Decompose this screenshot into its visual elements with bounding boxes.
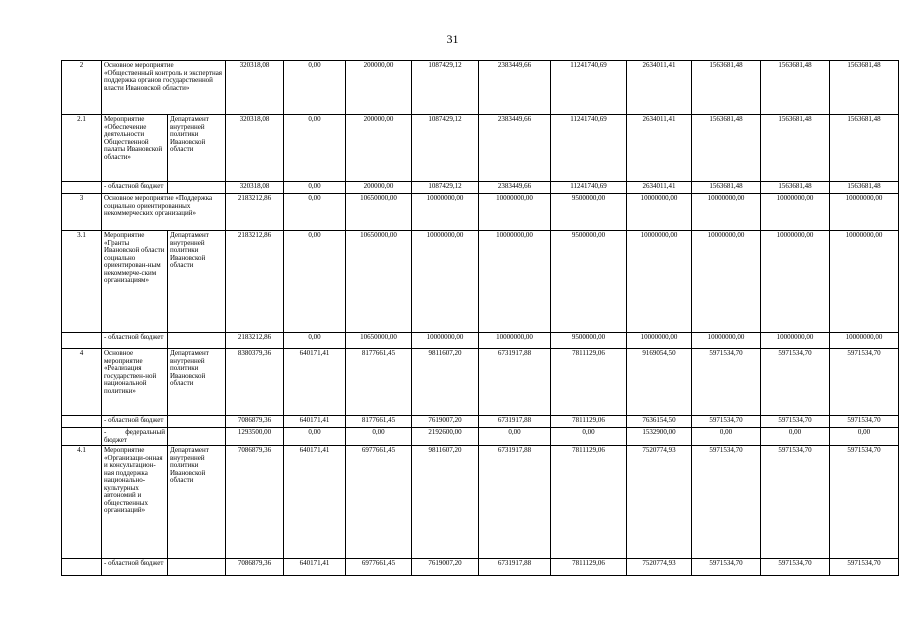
amount-cell: 1563681,48 <box>692 115 761 182</box>
table-row <box>62 61 899 115</box>
amount-cell: 0,00 <box>830 428 899 446</box>
amount-cell: 5971534,70 <box>692 559 761 576</box>
amount-cell: 2383449,66 <box>479 61 551 115</box>
activity-name-cell: Основное мероприятие «Общественный контроль и экспертная поддержка органов государственной власти Ивановской области» <box>102 61 226 115</box>
amount-cell: 10000000,00 <box>830 231 899 333</box>
amount-cell: 0,00 <box>479 428 551 446</box>
amount-cell: 2183212,86 <box>226 333 284 349</box>
amount-cell: 11241740,69 <box>551 61 627 115</box>
amount-cell: 0,00 <box>284 428 346 446</box>
amount-cell: 10000000,00 <box>761 333 830 349</box>
amount-cell: 6977661,45 <box>346 559 412 576</box>
amount-cell: 200000,00 <box>346 115 412 182</box>
amount-cell: 2634011,41 <box>627 61 692 115</box>
executor-cell: Департамент внутренней политики Ивановской области <box>168 231 226 333</box>
amount-cell: 0,00 <box>284 194 346 231</box>
amount-cell: 5971534,70 <box>761 349 830 416</box>
executor-cell <box>168 428 226 446</box>
amount-cell: 8380379,36 <box>226 349 284 416</box>
amount-cell: 7811129,06 <box>551 559 627 576</box>
amount-cell: 1563681,48 <box>761 115 830 182</box>
amount-cell: 5971534,70 <box>830 559 899 576</box>
amount-cell: 6731917,88 <box>479 349 551 416</box>
amount-cell: 7520774,93 <box>627 446 692 559</box>
table-row <box>62 333 899 349</box>
amount-cell: 7811129,06 <box>551 416 627 428</box>
funding-source-cell: - областной бюджет <box>102 182 168 194</box>
amount-cell: 5971534,70 <box>830 446 899 559</box>
amount-cell: 10650000,00 <box>346 194 412 231</box>
table-row <box>62 416 899 428</box>
funding-source-cell: - областной бюджет <box>102 333 168 349</box>
executor-cell: Департамент внутренней политики Ивановской области <box>168 115 226 182</box>
amount-cell: 8177661,45 <box>346 349 412 416</box>
amount-cell: 7086879,36 <box>226 559 284 576</box>
table-row <box>62 115 899 182</box>
amount-cell: 320318,08 <box>226 61 284 115</box>
amount-cell: 7520774,93 <box>627 559 692 576</box>
amount-cell: 2383449,66 <box>479 182 551 194</box>
amount-cell: 6731917,88 <box>479 559 551 576</box>
amount-cell: 7811129,06 <box>551 446 627 559</box>
amount-cell: 320318,08 <box>226 115 284 182</box>
amount-cell: 2383449,66 <box>479 115 551 182</box>
table-row <box>62 231 899 333</box>
amount-cell: 1563681,48 <box>830 61 899 115</box>
table-row <box>62 559 899 576</box>
row-number-cell <box>62 428 102 446</box>
amount-cell: 1532900,00 <box>627 428 692 446</box>
row-number-cell <box>62 182 102 194</box>
amount-cell: 10000000,00 <box>412 333 479 349</box>
activity-name-cell: Основное мероприятие «Поддержка социально ориентированных некоммерческих организаций» <box>102 194 226 231</box>
amount-cell: 0,00 <box>284 333 346 349</box>
amount-cell: 1563681,48 <box>761 61 830 115</box>
activity-name-cell: Основное мероприятие «Реализация государствен-ной национальной политики» <box>102 349 168 416</box>
activity-name-cell: Мероприятие «Гранты Ивановской области социально ориентирован-ным некоммерче-ским организациям» <box>102 231 168 333</box>
row-number-cell <box>62 416 102 428</box>
amount-cell: 9500000,00 <box>551 333 627 349</box>
amount-cell: 10000000,00 <box>761 231 830 333</box>
amount-cell: 5971534,70 <box>830 416 899 428</box>
row-number-cell <box>62 333 102 349</box>
amount-cell: 320318,08 <box>226 182 284 194</box>
amount-cell: 9500000,00 <box>551 194 627 231</box>
amount-cell: 9500000,00 <box>551 231 627 333</box>
amount-cell: 10000000,00 <box>412 194 479 231</box>
amount-cell: 7636154,50 <box>627 416 692 428</box>
amount-cell: 200000,00 <box>346 61 412 115</box>
amount-cell: 2183212,86 <box>226 194 284 231</box>
amount-cell: 1563681,48 <box>830 182 899 194</box>
amount-cell: 1563681,48 <box>830 115 899 182</box>
activity-name-cell: Мероприятие «Организаци-онная и консультацион-ная поддержка национально-культурных автономий и общественных организаций» <box>102 446 168 559</box>
amount-cell: 10000000,00 <box>627 231 692 333</box>
amount-cell: 0,00 <box>692 428 761 446</box>
row-number-cell: 3 <box>62 194 102 231</box>
row-number-cell <box>62 559 102 576</box>
amount-cell: 10000000,00 <box>627 333 692 349</box>
amount-cell: 2183212,86 <box>226 231 284 333</box>
funding-source-cell: - областной бюджет <box>102 416 168 428</box>
amount-cell: 2634011,41 <box>627 115 692 182</box>
amount-cell: 0,00 <box>284 231 346 333</box>
amount-cell: 6731917,88 <box>479 416 551 428</box>
amount-cell: 0,00 <box>284 182 346 194</box>
amount-cell: 1563681,48 <box>692 182 761 194</box>
amount-cell: 200000,00 <box>346 182 412 194</box>
budget-table <box>61 60 899 576</box>
amount-cell: 5971534,70 <box>830 349 899 416</box>
table-row <box>62 349 899 416</box>
amount-cell: 0,00 <box>284 61 346 115</box>
amount-cell: 10000000,00 <box>479 194 551 231</box>
amount-cell: 11241740,69 <box>551 115 627 182</box>
funding-source-cell: - областной бюджет <box>102 559 168 576</box>
amount-cell: 0,00 <box>551 428 627 446</box>
executor-cell <box>168 416 226 428</box>
row-number-cell: 4.1 <box>62 446 102 559</box>
table-row <box>62 446 899 559</box>
row-number-cell: 4 <box>62 349 102 416</box>
table-row <box>62 428 899 446</box>
amount-cell: 10000000,00 <box>479 231 551 333</box>
amount-cell: 640171,41 <box>284 559 346 576</box>
table-row <box>62 194 899 231</box>
amount-cell: 5971534,70 <box>692 446 761 559</box>
amount-cell: 10000000,00 <box>692 231 761 333</box>
page-number: 31 <box>446 32 459 46</box>
amount-cell: 10000000,00 <box>412 231 479 333</box>
amount-cell: 1087429,12 <box>412 61 479 115</box>
amount-cell: 10000000,00 <box>830 194 899 231</box>
amount-cell: 7811129,06 <box>551 349 627 416</box>
amount-cell: 1087429,12 <box>412 115 479 182</box>
row-number-cell: 2.1 <box>62 115 102 182</box>
amount-cell: 10000000,00 <box>692 333 761 349</box>
amount-cell: 5971534,70 <box>761 446 830 559</box>
amount-cell: 5971534,70 <box>761 559 830 576</box>
executor-cell: Департамент внутренней политики Ивановской области <box>168 349 226 416</box>
amount-cell: 640171,41 <box>284 416 346 428</box>
executor-cell <box>168 333 226 349</box>
amount-cell: 10000000,00 <box>479 333 551 349</box>
table-row <box>62 182 899 194</box>
amount-cell: 0,00 <box>346 428 412 446</box>
amount-cell: 2634011,41 <box>627 182 692 194</box>
amount-cell: 5971534,70 <box>761 416 830 428</box>
amount-cell: 10000000,00 <box>830 333 899 349</box>
amount-cell: 10000000,00 <box>761 194 830 231</box>
amount-cell: 1563681,48 <box>692 61 761 115</box>
executor-cell <box>168 182 226 194</box>
executor-cell <box>168 559 226 576</box>
amount-cell: 1293500,00 <box>226 428 284 446</box>
activity-name-cell: Мероприятие «Обеспечение деятельности Общественной палаты Ивановской области» <box>102 115 168 182</box>
amount-cell: 7086879,36 <box>226 416 284 428</box>
amount-cell: 2192600,00 <box>412 428 479 446</box>
amount-cell: 8177661,45 <box>346 416 412 428</box>
funding-source-cell: - федеральный бюджет <box>102 428 168 446</box>
amount-cell: 7086879,36 <box>226 446 284 559</box>
amount-cell: 10000000,00 <box>627 194 692 231</box>
amount-cell: 6977661,45 <box>346 446 412 559</box>
amount-cell: 640171,41 <box>284 446 346 559</box>
amount-cell: 6731917,88 <box>479 446 551 559</box>
amount-cell: 11241740,69 <box>551 182 627 194</box>
amount-cell: 9811607,20 <box>412 349 479 416</box>
amount-cell: 0,00 <box>284 115 346 182</box>
row-number-cell: 3.1 <box>62 231 102 333</box>
row-number-cell: 2 <box>62 61 102 115</box>
amount-cell: 5971534,70 <box>692 416 761 428</box>
amount-cell: 1563681,48 <box>761 182 830 194</box>
amount-cell: 10650000,00 <box>346 333 412 349</box>
amount-cell: 9169054,50 <box>627 349 692 416</box>
amount-cell: 7619007,20 <box>412 559 479 576</box>
budget-table-body <box>62 61 899 576</box>
amount-cell: 7619007,20 <box>412 416 479 428</box>
executor-cell: Департамент внутренней политики Ивановской области <box>168 446 226 559</box>
amount-cell: 0,00 <box>761 428 830 446</box>
amount-cell: 9811607,20 <box>412 446 479 559</box>
amount-cell: 5971534,70 <box>692 349 761 416</box>
amount-cell: 10650000,00 <box>346 231 412 333</box>
amount-cell: 640171,41 <box>284 349 346 416</box>
amount-cell: 10000000,00 <box>692 194 761 231</box>
amount-cell: 1087429,12 <box>412 182 479 194</box>
